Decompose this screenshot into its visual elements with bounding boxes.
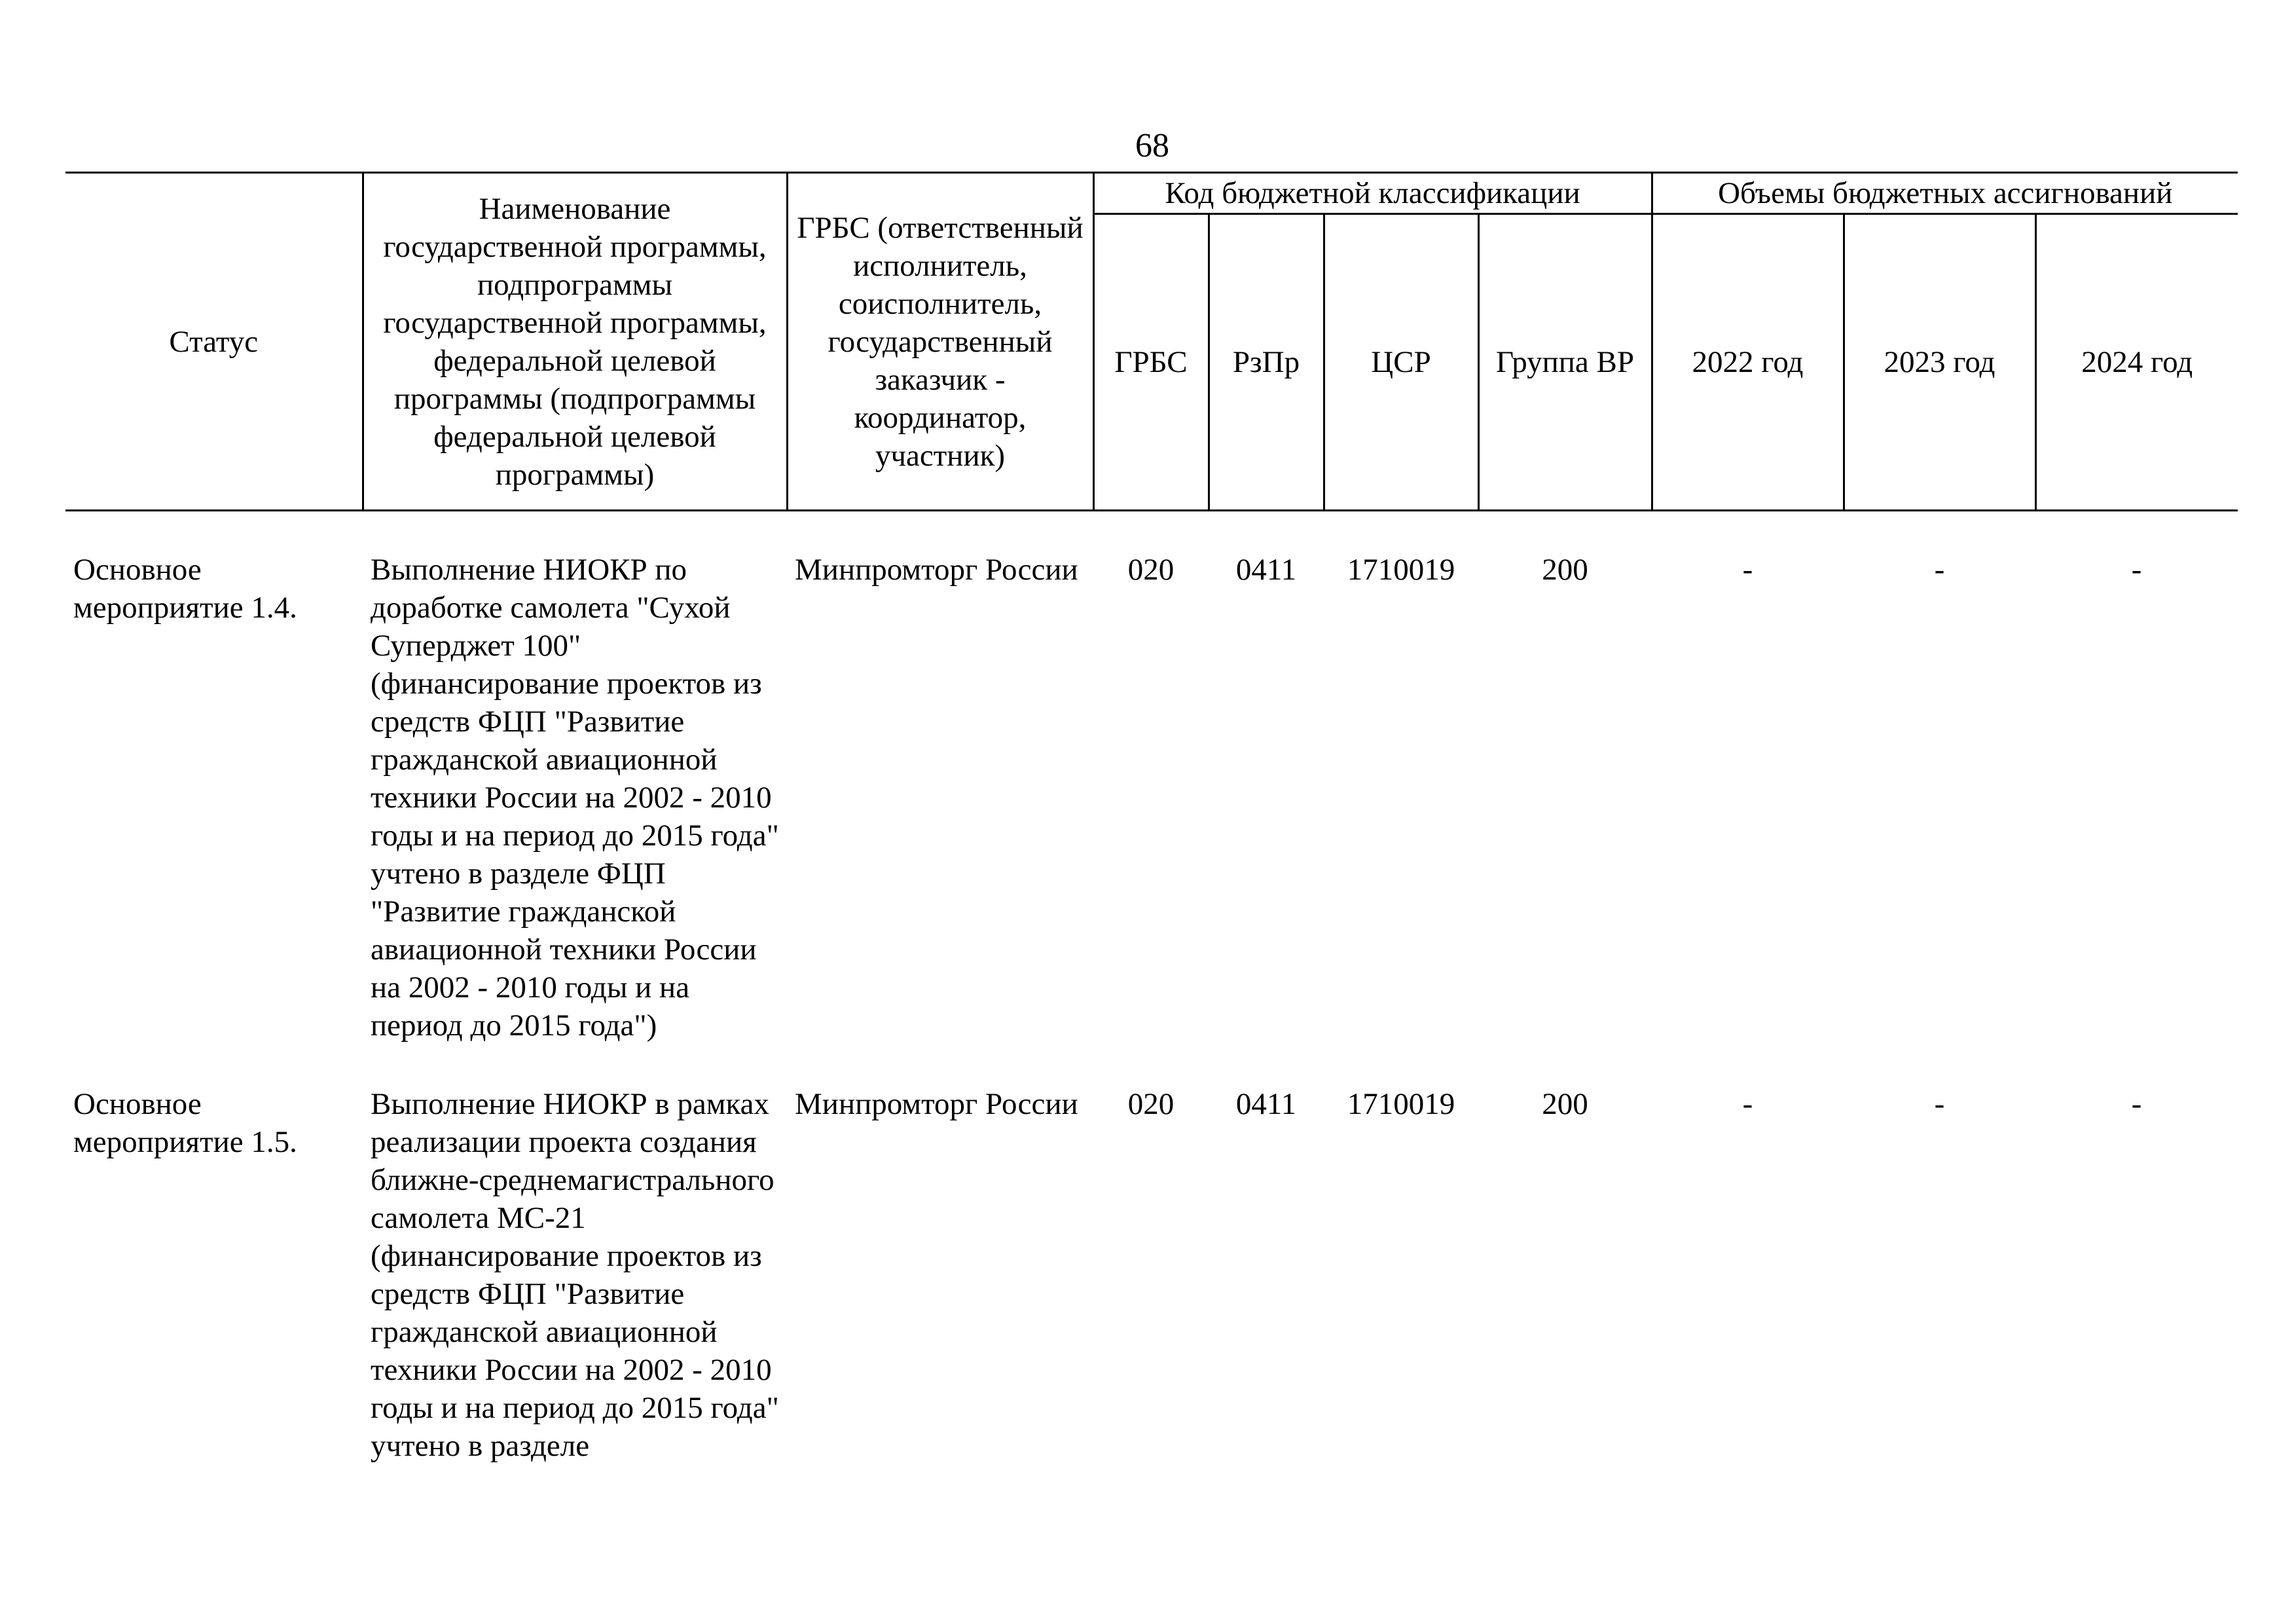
header-year-2022: 2022 год [1652, 214, 1844, 511]
cell-rzpr: 0411 [1235, 1087, 1297, 1121]
cell-grbs: 020 [1127, 553, 1175, 587]
header-budget-code-group: Код бюджетной классификации [1093, 173, 1652, 214]
cell-grbs: 020 [1127, 1087, 1175, 1121]
cell-status: Основное мероприятие 1.5. [73, 1087, 297, 1159]
header-program-name: Наименование государственной программы, подпрограммы государственной программы, федеральной целевой программы (подпрограммы федеральной целевой программы) [363, 173, 787, 511]
cell-grbs-name: Минпромторг России [795, 1087, 1078, 1121]
table-row [65, 1044, 2238, 1465]
cell-program-name: Выполнение НИОКР по доработке самолета "Сухой Суперджет 100" (финансирование проектов из средств ФЦП "Развитие гражданской авиационной техники России на 2002 - 2010 годы и на период до 2015 года" учтено в разделе ФЦП "Развитие гражданской авиационной техники России на 2002 - 2010 годы и на период до 2015 года") [371, 553, 779, 1043]
header-csr: ЦСР [1324, 214, 1478, 511]
cell-rzpr: 0411 [1235, 553, 1297, 587]
table-row [65, 511, 2238, 1045]
cell-2024: - [2131, 553, 2142, 587]
header-allocations-group: Объемы бюджетных ассигнований [1652, 173, 2238, 214]
cell-2022: - [1742, 1087, 1753, 1121]
cell-2023: - [1934, 1087, 1945, 1121]
header-grbs-responsible: ГРБС (ответственный исполнитель, соисполнитель, государственный заказчик - координатор, участник) [787, 173, 1093, 511]
cell-2022: - [1742, 553, 1753, 587]
header-year-2024: 2024 год [2035, 214, 2238, 511]
table-header [65, 173, 2238, 511]
cell-2023: - [1934, 553, 1945, 587]
header-vr-group: Группа ВР [1478, 214, 1652, 511]
cell-grbs-name: Минпромторг России [795, 553, 1078, 587]
header-grbs: ГРБС [1093, 214, 1209, 511]
cell-2024: - [2131, 1087, 2142, 1121]
cell-csr: 1710019 [1347, 553, 1455, 587]
header-rzpr: РзПр [1209, 214, 1324, 511]
cell-vr: 200 [1542, 1087, 1588, 1121]
page-number: 68 [1135, 127, 1169, 164]
cell-csr: 1710019 [1347, 1087, 1455, 1121]
cell-vr: 200 [1542, 553, 1588, 587]
cell-status: Основное мероприятие 1.4. [73, 553, 297, 625]
cell-program-name: Выполнение НИОКР в рамках реализации проекта создания ближне-среднемагистрального самолета МС-21 (финансирование проектов из средств ФЦП "Развитие гражданской авиационной техники России на 2002 - 2010 годы и на период до 2015 года" учтено в разделе [371, 1087, 779, 1463]
header-status: Статус [65, 173, 363, 511]
header-year-2023: 2023 год [1844, 214, 2035, 511]
budget-table [65, 172, 2238, 1465]
